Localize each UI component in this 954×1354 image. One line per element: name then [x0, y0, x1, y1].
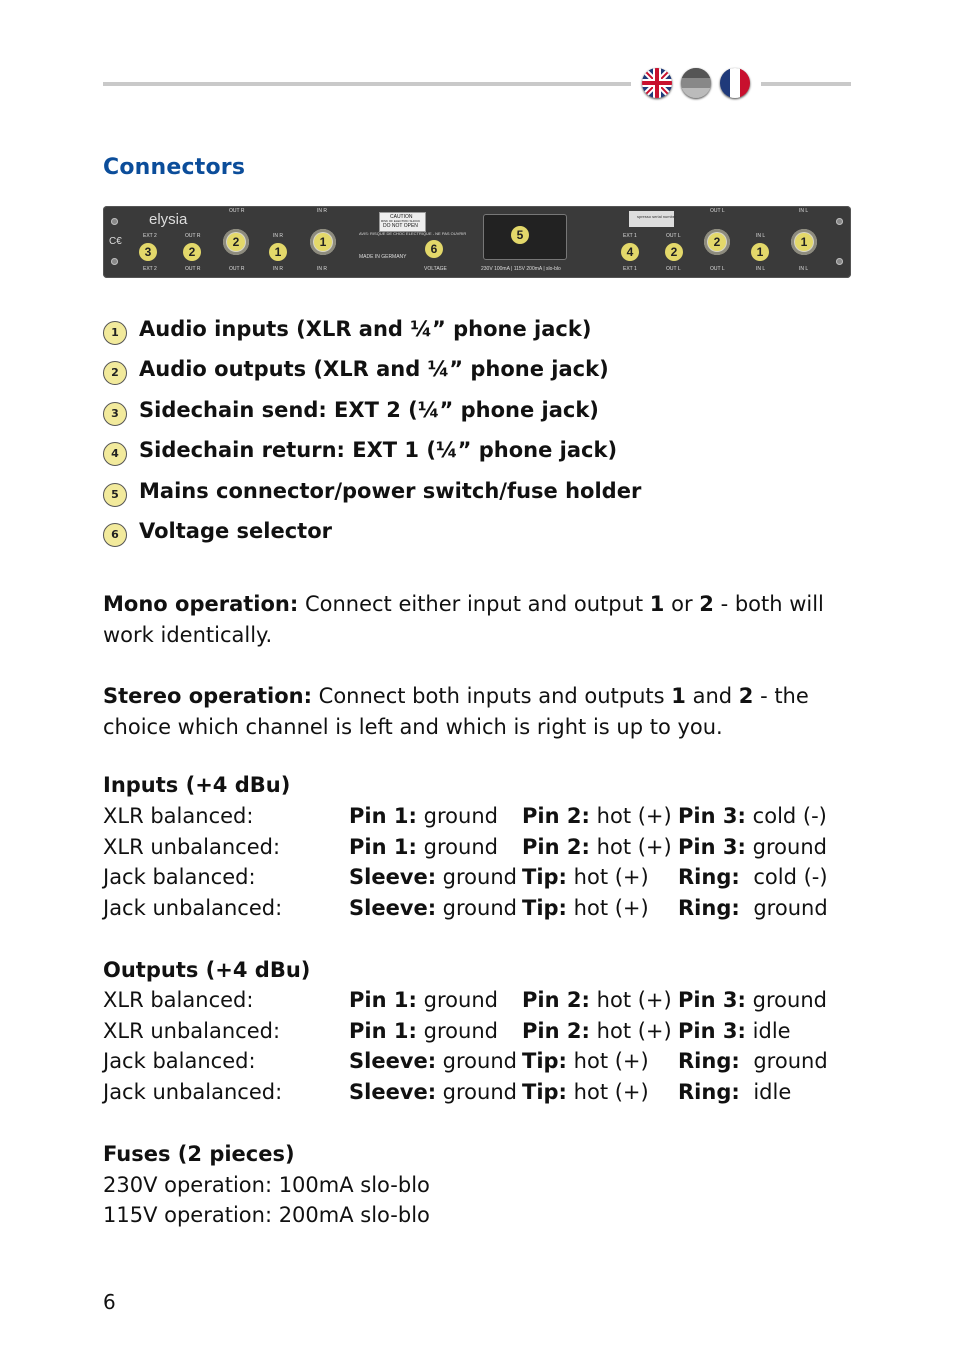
badge-1: 1	[751, 243, 769, 261]
pinout-c: cold (-)	[746, 804, 827, 828]
badge-2: 2	[183, 243, 201, 261]
badge-6: 6	[425, 240, 443, 258]
pinout-c: idle	[746, 1018, 791, 1043]
pinout-c: ground	[746, 834, 827, 859]
pinout-a-b: Pin 1:	[349, 804, 417, 828]
stereo-n2: 2	[738, 684, 754, 708]
made-in-label: MADE IN GERMANY	[359, 254, 407, 260]
inr-xlr-label: IN R	[317, 208, 327, 214]
warning-text: AVIS: RISQUE DE CHOC ELECTRIQUE - NE PAS OUVRIR	[359, 231, 467, 236]
badge-2: 2	[665, 243, 683, 261]
inl-xlr-label-bottom: IN L	[799, 266, 809, 272]
stereo-text-2: - the choice which channel is left and which is right is up to you.	[103, 684, 809, 739]
stereo-text: Connect both inputs and outputs	[312, 684, 672, 708]
pinout-c: idle	[740, 1080, 792, 1105]
uk-flag-icon[interactable]	[642, 68, 672, 98]
outr-xlr-label: OUT R	[229, 208, 245, 214]
pinout-row	[103, 1049, 863, 1080]
header-rule-right	[761, 82, 851, 86]
caution-sub: RISK OF ELECTRIC SHOCK	[381, 219, 421, 223]
screw-icon	[111, 218, 118, 225]
pinout-a: ground	[436, 1080, 517, 1105]
pinout-b: hot (+)	[590, 804, 672, 828]
pinout-c-b: Pin 3:	[678, 988, 746, 1012]
pinout-c-b: Ring:	[678, 896, 740, 921]
fuse-line-230: 230V operation: 100mA slo-blo	[103, 1173, 430, 1197]
outl-label: OUT L	[666, 233, 681, 239]
inl-label-bottom: IN L	[756, 266, 766, 272]
pinout-name: Jack unbalanced:	[103, 1080, 283, 1105]
pinout-name: XLR unbalanced:	[103, 1018, 281, 1043]
mono-n1: 1	[649, 592, 665, 616]
fuse-label: 230V 100mA | 115V 200mA | slo-blo	[481, 266, 561, 272]
pinout-row	[103, 1080, 863, 1111]
caution-label: CAUTION	[390, 214, 413, 220]
pinout-a: ground	[417, 834, 498, 859]
pinout-name: Jack unbalanced:	[103, 896, 283, 921]
pinout-a: ground	[417, 804, 498, 828]
mono-text-2: - both will work identically.	[103, 592, 824, 647]
pinout-a-b: Sleeve:	[349, 896, 437, 921]
number-badge-icon: 3	[103, 402, 127, 426]
pinout-a: ground	[417, 1018, 498, 1043]
pinout-b-b: Pin 2:	[522, 1018, 590, 1043]
outr-label-bottom: OUT R	[185, 266, 201, 272]
ce-mark: C€	[109, 236, 122, 247]
header-rule-left	[103, 82, 631, 86]
pinout-name: Jack balanced:	[103, 865, 256, 890]
pinout-b: hot (+)	[567, 865, 649, 890]
ext2-label: EXT 2	[143, 233, 157, 239]
pinout-a-b: Pin 1:	[349, 834, 417, 859]
badge-3: 3	[139, 243, 157, 261]
badge-2: 2	[708, 233, 726, 251]
pinout-a-b: Sleeve:	[349, 1049, 437, 1074]
screw-icon	[836, 218, 843, 225]
stereo-n1: 1	[671, 684, 686, 708]
pinout-b-b: Pin 2:	[522, 804, 590, 828]
number-badge-icon: 6	[103, 523, 127, 547]
pinout-a: ground	[436, 865, 517, 890]
page-number: 6	[103, 1290, 116, 1314]
badge-1: 1	[314, 233, 332, 251]
pinout-name: XLR balanced:	[103, 988, 254, 1012]
pinout-row	[103, 865, 863, 896]
inr-xlr-label-bottom: IN R	[317, 266, 327, 272]
voltage-label: VOLTAGE	[424, 266, 447, 272]
pinout-a-b: Sleeve:	[349, 1080, 437, 1105]
pinout-c-b: Pin 3:	[678, 1018, 746, 1043]
pinout-c: ground	[746, 988, 827, 1012]
pinout-c-b: Ring:	[678, 1049, 740, 1074]
mono-paragraph	[103, 589, 863, 651]
pinout-b-b: Pin 2:	[522, 834, 590, 859]
screw-icon	[111, 258, 118, 265]
pinout-b-b: Tip:	[522, 1080, 567, 1105]
rear-panel-image	[103, 206, 851, 278]
mono-or: or	[664, 592, 700, 616]
pinout-c: ground	[740, 1049, 828, 1074]
caution-box	[379, 212, 426, 232]
outr-label: OUT R	[185, 233, 201, 239]
ext1-label: EXT 1	[623, 233, 637, 239]
pinout-b: hot (+)	[567, 1080, 649, 1105]
legend-label: Audio inputs (XLR and ¼” phone jack)	[139, 317, 592, 341]
badge-5: 5	[511, 226, 529, 244]
pinout-a: ground	[436, 896, 517, 921]
legend-label: Sidechain send: EXT 2 (¼” phone jack)	[139, 397, 599, 422]
number-badge-icon: 2	[103, 361, 127, 385]
de-flag-icon[interactable]	[681, 68, 711, 98]
stereo-paragraph	[103, 681, 863, 743]
pinout-row	[103, 804, 863, 835]
legend-label: Mains connector/power switch/fuse holder	[139, 478, 642, 503]
pinout-a: ground	[436, 1049, 517, 1074]
screw-icon	[836, 258, 843, 265]
pinout-a-b: Sleeve:	[349, 865, 437, 890]
legend-label: Voltage selector	[139, 519, 332, 543]
pinout-c-b: Ring:	[678, 1080, 740, 1105]
inl-xlr-label: IN L	[799, 208, 809, 214]
pinout-b-b: Tip:	[522, 1049, 567, 1074]
outputs-heading: Outputs (+4 dBu)	[103, 958, 311, 982]
fuse-line-115: 115V operation: 200mA slo-blo	[103, 1203, 430, 1227]
pinout-c-b: Pin 3:	[678, 804, 746, 828]
inl-label: IN L	[756, 233, 766, 239]
pinout-row	[103, 988, 863, 1019]
pinout-row	[103, 835, 863, 866]
pinout-b-b: Pin 2:	[522, 988, 590, 1012]
outl-xlr-label-bottom: OUT L	[710, 266, 725, 272]
inr-label-bottom: IN R	[273, 266, 283, 272]
badge-4: 4	[621, 243, 639, 261]
fr-flag-icon[interactable]	[720, 68, 750, 98]
inr-label: IN R	[273, 233, 283, 239]
pinout-a-b: Pin 1:	[349, 988, 417, 1012]
legend-label: Audio outputs (XLR and ¼” phone jack)	[139, 357, 609, 382]
legend-label: Sidechain return: EXT 1 (¼” phone jack)	[139, 438, 618, 463]
pinout-b: hot (+)	[567, 896, 649, 921]
fuses-heading: Fuses (2 pieces)	[103, 1142, 295, 1166]
pinout-b: hot (+)	[590, 1018, 672, 1043]
serial-label: spresso serial number	[637, 214, 677, 219]
ext2-label-bottom: EXT 2	[143, 266, 157, 272]
page-title: Connectors	[103, 155, 246, 180]
outr-xlr-label-bottom: OUT R	[229, 266, 245, 272]
number-badge-icon: 5	[103, 483, 127, 507]
pinout-c: cold (-)	[740, 865, 828, 890]
number-badge-icon: 1	[103, 321, 127, 345]
pinout-name: Jack balanced:	[103, 1049, 256, 1074]
stereo-label: Stereo operation:	[103, 684, 312, 708]
pinout-row	[103, 896, 863, 927]
pinout-c-b: Ring:	[678, 865, 740, 890]
pinout-b-b: Tip:	[522, 896, 567, 921]
pinout-name: XLR balanced:	[103, 804, 254, 828]
pinout-a: ground	[417, 988, 498, 1012]
badge-1: 1	[269, 243, 287, 261]
ext1-label-bottom: EXT 1	[623, 266, 637, 272]
badge-2: 2	[227, 233, 245, 251]
stereo-and: and	[685, 684, 739, 708]
badge-1: 1	[795, 233, 813, 251]
mono-label: Mono operation:	[103, 592, 299, 616]
outl-xlr-label: OUT L	[710, 208, 725, 214]
number-badge-icon: 4	[103, 442, 127, 466]
pinout-row	[103, 1019, 863, 1050]
mono-text: Connect either input and output	[298, 592, 650, 616]
pinout-b: hot (+)	[567, 1049, 649, 1074]
do-not-open: DO NOT OPEN	[383, 223, 418, 229]
pinout-a-b: Pin 1:	[349, 1018, 417, 1043]
brand-logo: elysia	[149, 211, 188, 228]
pinout-b: hot (+)	[590, 834, 672, 859]
outl-label-bottom: OUT L	[666, 266, 681, 272]
pinout-c-b: Pin 3:	[678, 834, 746, 859]
pinout-name: XLR unbalanced:	[103, 834, 281, 859]
mono-n2: 2	[699, 592, 714, 616]
pinout-c: ground	[740, 896, 828, 921]
inputs-heading: Inputs (+4 dBu)	[103, 773, 291, 797]
pinout-b: hot (+)	[590, 988, 672, 1012]
pinout-b-b: Tip:	[522, 865, 567, 890]
